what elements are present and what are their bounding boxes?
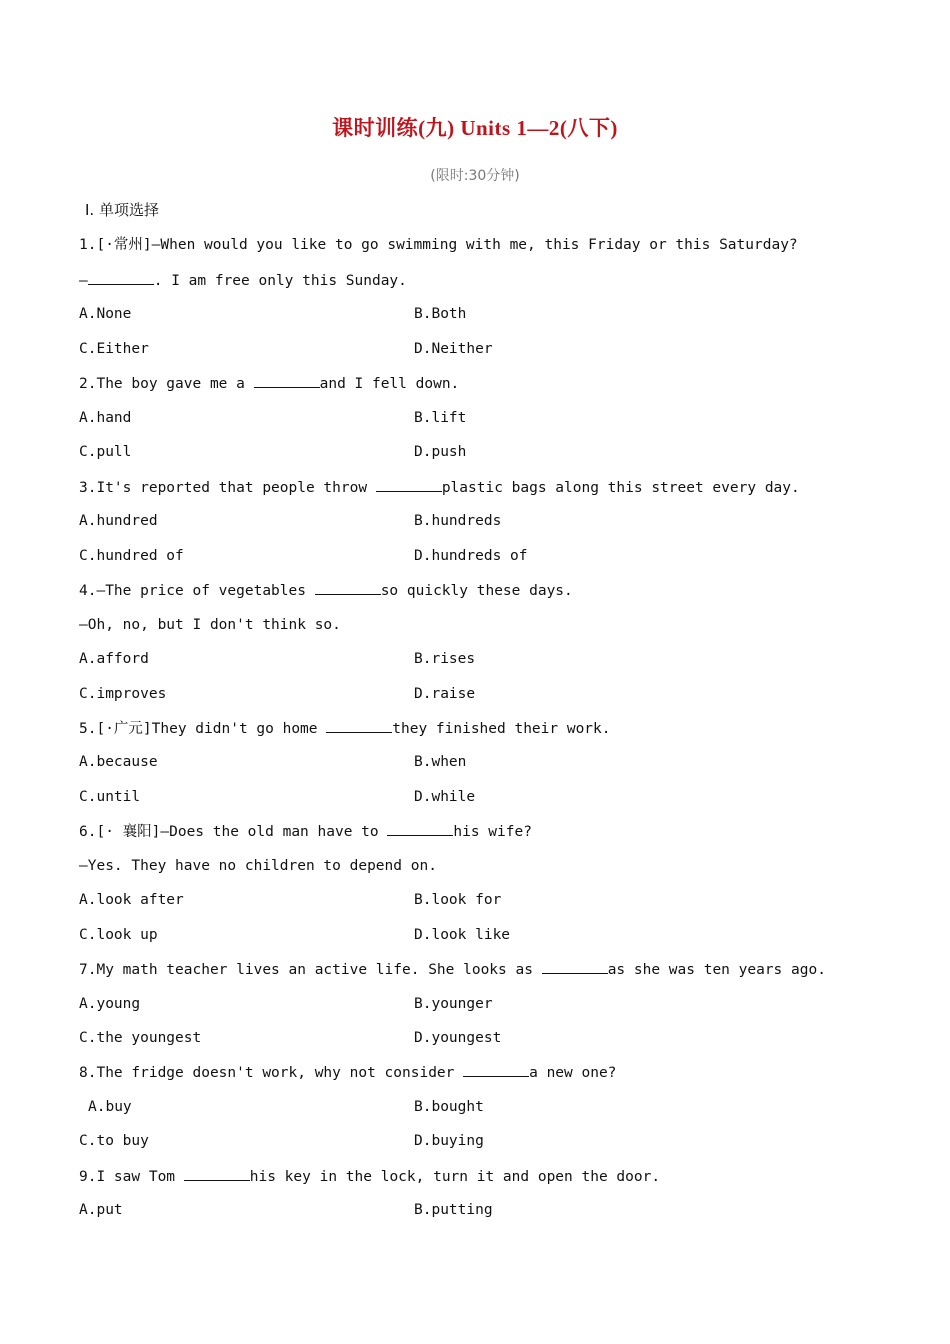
question-1-answer-line xyxy=(79,270,407,291)
question-7-option-d: D.youngest xyxy=(414,1030,502,1046)
question-8-option-b: B.bought xyxy=(414,1099,484,1115)
stem-text: as she was ten years ago. xyxy=(607,962,826,978)
answer-blank xyxy=(376,477,442,492)
question-6-option-b: B.look for xyxy=(414,892,502,908)
question-5-option-d: D.while xyxy=(414,789,476,805)
stem-text: they finished their work. xyxy=(392,721,611,737)
stem-text: 5.[·广元]They didn't go home xyxy=(79,721,327,737)
question-6-reply: —Yes. They have no children to depend on. xyxy=(79,858,437,874)
question-1-option-d: D.Neither xyxy=(414,341,493,357)
stem-text: his key in the lock, turn it and open the door. xyxy=(249,1169,661,1185)
question-7-option-b: B.younger xyxy=(414,996,493,1012)
question-4-option-d: D.raise xyxy=(414,686,476,702)
stem-text: a new one? xyxy=(529,1065,617,1081)
question-4-reply: —Oh, no, but I don't think so. xyxy=(79,617,341,633)
stem-text: 6.[· 襄阳]—Does the old man have to xyxy=(79,824,388,840)
stem-text: 3.It's reported that people throw xyxy=(79,480,376,496)
question-5-option-b: B.when xyxy=(414,754,467,770)
answer-blank xyxy=(88,270,154,285)
answer-blank xyxy=(254,373,320,388)
question-1-stem: 1.[·常州]—When would you like to go swimming with me, this Friday or this Saturday? xyxy=(79,237,798,253)
question-8-option-a: A.buy xyxy=(88,1099,132,1115)
question-1-option-a: A.None xyxy=(79,306,132,322)
stem-text: and I fell down. xyxy=(319,376,460,392)
question-5-option-c: C.until xyxy=(79,789,141,805)
question-3-option-d: D.hundreds of xyxy=(414,548,528,564)
answer-blank xyxy=(542,959,608,974)
section-heading: Ⅰ. 单项选择 xyxy=(85,201,159,219)
question-8-option-d: D.buying xyxy=(414,1133,484,1149)
question-5-option-a: A.because xyxy=(79,754,158,770)
question-7-stem xyxy=(79,959,826,980)
time-limit: (限时:30分钟) xyxy=(430,168,520,184)
stem-text: so quickly these days. xyxy=(380,583,573,599)
question-2-option-c: C.pull xyxy=(79,444,132,460)
question-3-option-b: B.hundreds xyxy=(414,513,502,529)
question-2-option-a: A.hand xyxy=(79,410,132,426)
question-5-stem xyxy=(79,718,611,739)
question-7-option-a: A.young xyxy=(79,996,141,1012)
question-2-option-b: B.lift xyxy=(414,410,467,426)
answer-blank xyxy=(184,1166,250,1181)
stem-text: . I am free only this Sunday. xyxy=(153,273,407,289)
question-3-option-c: C.hundred of xyxy=(79,548,184,564)
question-6-option-c: C.look up xyxy=(79,927,158,943)
question-4-option-c: C.improves xyxy=(79,686,167,702)
question-9-option-a: A.put xyxy=(79,1202,123,1218)
answer-blank xyxy=(463,1062,529,1077)
stem-text: 7.My math teacher lives an active life. She looks as xyxy=(79,962,542,978)
question-8-stem xyxy=(79,1062,616,1083)
stem-text: 8.The fridge doesn't work, why not consider xyxy=(79,1065,464,1081)
question-9-stem xyxy=(79,1166,660,1187)
question-1-option-c: C.Either xyxy=(79,341,149,357)
question-2-stem xyxy=(79,373,459,394)
question-4-option-a: A.afford xyxy=(79,651,149,667)
question-2-option-d: D.push xyxy=(414,444,467,460)
question-7-option-c: C.the youngest xyxy=(79,1030,202,1046)
answer-blank xyxy=(387,821,453,836)
question-8-option-c: C.to buy xyxy=(79,1133,149,1149)
question-4-option-b: B.rises xyxy=(414,651,476,667)
stem-text: 4.—The price of vegetables xyxy=(79,583,315,599)
question-6-option-d: D.look like xyxy=(414,927,511,943)
page-title: 课时训练(九) Units 1—2(八下) xyxy=(332,116,618,140)
stem-text: plastic bags along this street every day. xyxy=(441,480,800,496)
question-6-stem xyxy=(79,821,532,842)
question-1-option-b: B.Both xyxy=(414,306,467,322)
question-3-option-a: A.hundred xyxy=(79,513,158,529)
answer-blank xyxy=(326,718,392,733)
question-9-option-b: B.putting xyxy=(414,1202,493,1218)
stem-text: 9.I saw Tom xyxy=(79,1169,184,1185)
stem-text: 2.The boy gave me a xyxy=(79,376,254,392)
dash-prefix: — xyxy=(79,273,88,289)
answer-blank xyxy=(315,580,381,595)
question-4-stem xyxy=(79,580,573,601)
question-6-option-a: A.look after xyxy=(79,892,184,908)
question-3-stem xyxy=(79,477,800,498)
stem-text: his wife? xyxy=(453,824,532,840)
